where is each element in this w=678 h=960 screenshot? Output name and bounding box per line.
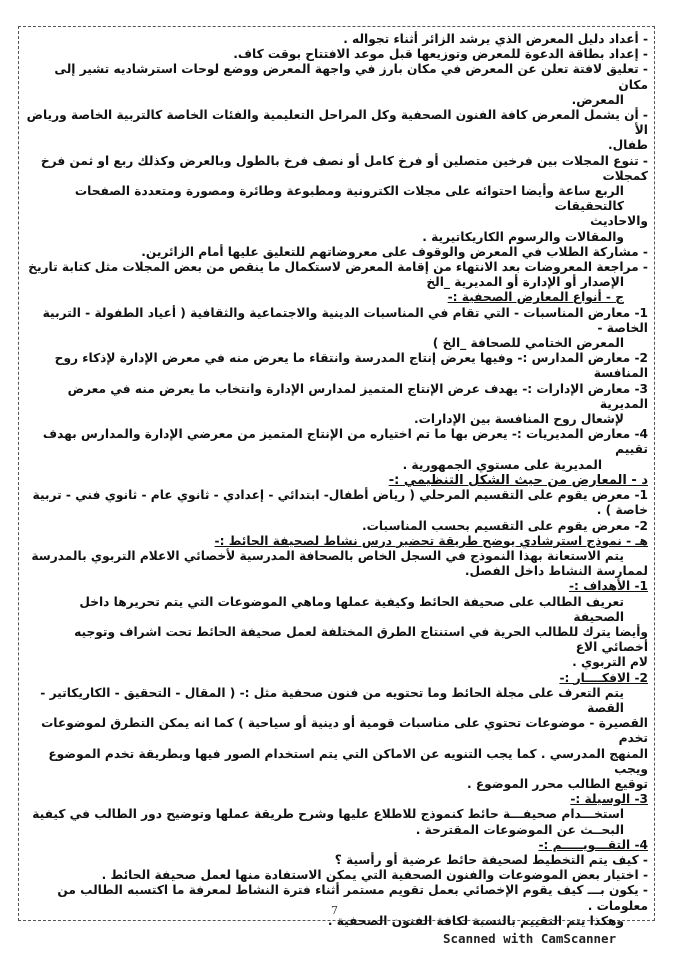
text-line: المعرض الختامي للصحافة _الخ ) (432, 336, 624, 351)
text-line: 2- معرض يقوم على التقسيم بحسب المناسبات. (362, 518, 648, 533)
document-body (26, 32, 648, 929)
text-line: - أن يشمل المعرض كافة الفنون الصحفية وكل المراحل التعليمية والفئات الخاصة كالتربية الخاصة ورياض الأ (26, 108, 648, 138)
section-heading: ج - أنواع المعارض الصحفية :- (447, 290, 624, 305)
text-line: - إعداد بطاقة الدعوة للمعرض وتوزيعها قبل موعد الافتتاح بوقت كاف. (233, 47, 648, 62)
text-line: البحــث عن الموضوعات المقترحة . (415, 822, 624, 837)
text-line: 1- معرض يقوم على التقسيم المرحلي ( رياض أطفال- ابتدائي - إعدادي - ثانوي عام - ثانوي فني - تربية خاصة ) . (32, 488, 648, 518)
text-line: طفال. (607, 138, 648, 153)
text-line: والاحاديث (590, 214, 648, 229)
text-line: - كيف يتم التخطيط لصحيفة حائط عرضية أو رأسية ؟ (334, 852, 648, 867)
text-line: 4- معارض المديريات :- يعرض بها ما تم اختياره من الإنتاج المتميز من معرضي الإدارة والمدارس بهدف تقييم (42, 427, 648, 457)
text-line: لإشعال روح المنافسة بين الإدارات. (414, 412, 624, 427)
text-line: لام التربوي . (572, 655, 648, 670)
text-line: القصيرة - موضوعات تحتوي على مناسبات قومية أو دينية أو سياحية ) كما انه يمكن التطرق لموضوعات تخدم (41, 716, 648, 746)
text-line: يتم الاستعانة بهذا النموذج في السجل الخاص بالصحافة المدرسية لأخصائي الاعلام التربوي بالمدرسة (31, 548, 624, 563)
text-line: - اختيار بعض الموضوعات والفنون الصحفية التي يمكن الاستفادة منها لعمل صحيفة الحائط . (101, 868, 648, 883)
text-line: تعريف الطالب على صحيفة الحائط وكيفية عملها وماهي الموضوعات التي يتم تحريرها داخل الصحيفة (79, 594, 624, 624)
text-line: - تنوع المجلات بين فرخين متصلين أو فرخ كامل أو نصف فرخ بالطول وبالعرض وكذلك ربع او ثمن فرخ كمجلات (40, 153, 648, 183)
text-line: - مشاركة الطلاب في المعرض والوقوف على معروضاتهم للتعليق عليها أمام الزائرين. (141, 244, 648, 259)
page-number: 7 (331, 904, 338, 917)
scanner-watermark: Scanned with CamScanner (443, 931, 617, 946)
section-heading: 3- الوسيلة :- (570, 792, 648, 807)
text-line: توقيع الطالب محرر الموضوع . (466, 776, 648, 791)
text-line: 3- معارض الإدارات :- يهدف عرض الإنتاج المتميز لمدارس الإدارة وانتخاب ما يعرض منه في معرض المديرية (67, 381, 648, 411)
section-heading: 2- الافكــــار :- (559, 670, 648, 685)
text-line: وهكذا يتم التقييم بالنسبة لكافة الفنون الصحفية . (327, 913, 624, 928)
text-line: المديرية على مستوي الجمهورية . (402, 457, 602, 472)
section-heading: 1- الأهداف :- (568, 579, 648, 594)
text-line: يتم التعرف على مجلة الحائط وما تحتويه من فنون صحفية مثل :- ( المقال - التحقيق - الكاريكاتير - القصة (40, 685, 624, 715)
text-line: - أعداد دليل المعرض الذي يرشد الزائر أثناء تجواله . (343, 32, 648, 46)
text-line: 1- معارض المناسبات - التي تقام في المناسبات الدينية والاجتماعية والثقافية ( أعياد الطفولة - التربية الخاصة - (42, 305, 648, 335)
text-line: وأيضا يترك للطالب الحرية في استنتاج الطرق المختلفة لعمل صحيفة الحائط تحت اشراف وتوجيه أخصائي الاع (74, 624, 648, 655)
text-line: لممارسة النشاط داخل الفصل. (464, 564, 648, 579)
text-line: 2- معارض المدارس :- وفيها يعرض إنتاج المدرسة وانتقاء ما يعرض منه في معرض الإدارة لإذكاء روح المنافسة (54, 351, 648, 381)
section-heading: 4- التقـــويـــــم :- (538, 837, 648, 852)
text-line: استخـــدام صحيفـــة حائط كنموذج للاطلاع عليها وشرح طريقة عملها وتوضيح دور الطالب في كيفية (32, 807, 624, 822)
text-line: المنهج المدرسي . كما يجب التنويه عن الاماكن التي يتم استخدام الصور فيها وبطريقة تخدم الموضوع ويجب (48, 746, 648, 776)
section-heading: د - المعارض من حيث الشكل التنظيمي :- (388, 472, 648, 488)
text-line: - يكون بـــ كيف يقوم الإخصائي بعمل تقويم مستمر أثناء فترة النشاط لمعرفة ما اكتسبه الطالب من معلومات . (57, 883, 648, 913)
text-line: - تعليق لافتة تعلن عن المعرض في مكان بارز في واجهة المعرض ووضع لوحات استرشاديه تشير إلى مكان (54, 62, 648, 92)
text-line: الإصدار أو الإدارة أو المديرية _الخ (426, 275, 624, 290)
text-line: والمقالات والرسوم الكاريكاتيرية . (422, 229, 624, 244)
section-heading: هـ - نموذج استرشادي يوضح طريقة تحضير درس نشاط لصحيفة الحائط :- (214, 533, 648, 548)
text-line: المعرض. (571, 92, 624, 107)
text-line: الربع ساعة وأيضا احتوائه على مجلات الكترونية ومطبوعة وطائرة ومصورة ومتعددة الصفحات كالتحقيقات (74, 184, 624, 214)
text-line: - مراجعة المعروضات بعد الانتهاء من إقامة المعرض لاستكمال ما ينقص من بعض المجلات مثل كتابة تاريخ (28, 260, 648, 275)
